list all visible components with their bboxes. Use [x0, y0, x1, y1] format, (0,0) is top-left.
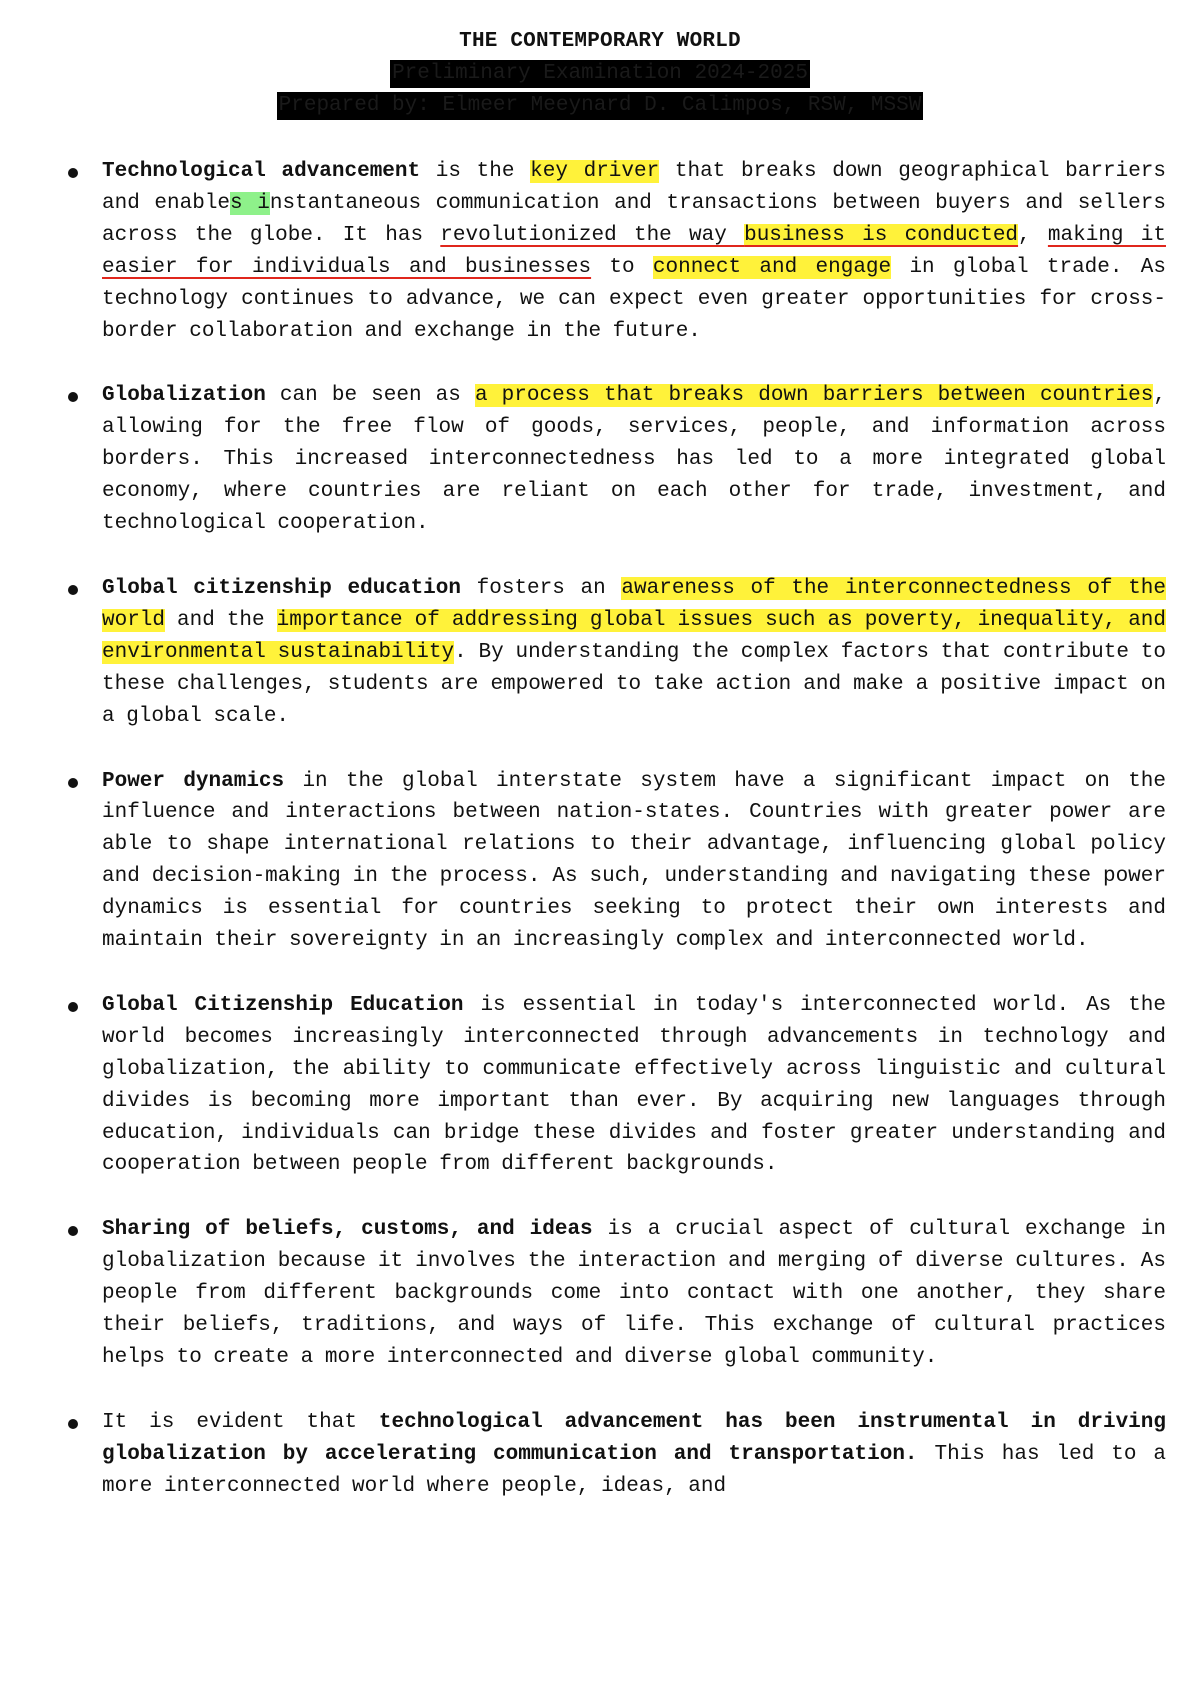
text-run: ,: [1018, 223, 1048, 247]
redacted-subtitle: Preliminary Examination 2024-2025: [390, 60, 810, 88]
highlighted-text: importance of addressing global issues such as poverty, inequality, and environmental sustainability: [102, 608, 1166, 664]
bullet-dot-icon: [68, 1419, 78, 1429]
text-run: in global trade. As technology continues to advance, we can expect even greater opportunities for cross-border collaboration and exchange in the future.: [102, 255, 1166, 343]
text-run: . By understanding the complex factors that contribute to these challenges, students are empowered to take action and make a positive impact on a global scale.: [102, 640, 1166, 728]
text-run: is a crucial aspect of cultural exchange in globalization because it involves the interaction and merging of diverse cultures. As people from different backgrounds come into contact with one another, they share their beliefs, traditions, and ways of life. This exchange of cultural practices helps to create a more interconnected and diverse global community.: [102, 1218, 1166, 1369]
bullet-dot-icon: [68, 1226, 78, 1236]
bold-term: technological advancement has been instrumental in driving globalization by accelerating communication and transportation.: [102, 1410, 1166, 1466]
text-run: and the: [165, 608, 277, 632]
bullet-dot-icon: [68, 168, 78, 178]
bullet-dot-icon: [68, 392, 78, 402]
bold-term: Global citizenship education: [102, 576, 461, 600]
underlined-text: making it easier for individuals and businesses: [102, 223, 1166, 279]
bullet-item: [24, 766, 1176, 957]
bullet-item: [24, 1214, 1176, 1374]
bullet-dot-icon: [68, 1002, 78, 1012]
highlighted-text: business is conducted: [744, 223, 1019, 247]
text-run: that breaks down geographical barriers and enable: [102, 160, 1166, 215]
bullet-item: [24, 156, 1176, 347]
underlined-text: revolutionized the way: [440, 223, 745, 247]
text-run: to: [591, 255, 653, 279]
redacted-prepared-by: Prepared by: Elmeer Meeynard D. Calimpos, RSW, MSSW: [277, 92, 924, 120]
document-title: THE CONTEMPORARY WORLD: [459, 30, 741, 53]
bullet-dot-icon: [68, 585, 78, 595]
bullet-item: [24, 380, 1176, 540]
highlighted-text: s i: [230, 191, 270, 215]
highlighted-text: connect and engage: [652, 255, 892, 279]
text-run: It is evident that: [102, 1410, 379, 1434]
text-run: nstantaneous communication and transactions between buyers and sellers across the globe. It has: [102, 191, 1166, 247]
bullet-item: [24, 1407, 1176, 1503]
text-run: This has led to a more interconnected world where people, ideas, and: [102, 1442, 1166, 1498]
bullet-dot-icon: [68, 778, 78, 788]
bold-term: Global Citizenship Education: [102, 993, 464, 1017]
text-run: , allowing for the free flow of goods, services, people, and information across borders. This increased interconnectedness has led to a more integrated global economy, where countries are reliant on each other for trade, investment, and technological cooperation.: [102, 384, 1166, 536]
text-run: can be seen as: [265, 384, 475, 408]
highlighted-text: a process that breaks down barriers between countries: [474, 384, 1154, 408]
bullet-item: [24, 990, 1176, 1181]
document-header: [24, 26, 1176, 122]
text-run: is essential in today's interconnected world. As the world becomes increasingly interconnected through advancements in technology and globalization, the ability to communicate effectively across linguistic and cultural divides is becoming more important than ever. By acquiring new languages through education, individuals can bridge these divides and foster greater understanding and cooperation between people from different backgrounds.: [102, 993, 1166, 1177]
text-run: fosters an: [460, 576, 622, 600]
bold-term: Globalization: [102, 384, 266, 408]
highlighted-text: key driver: [530, 160, 660, 183]
bold-term: Power dynamics: [102, 769, 285, 793]
bullet-item: [24, 573, 1176, 733]
bold-term: Technological advancement: [102, 160, 421, 183]
text-run: is the: [420, 160, 531, 183]
highlighted-text: awareness of the interconnectedness of the world: [102, 576, 1166, 632]
bold-term: Sharing of beliefs, customs, and ideas: [102, 1218, 593, 1242]
text-run: in the global interstate system have a significant impact on the influence and interactions between nation-states. Countries with greater power are able to shape international relations to their advantage, influencing global policy and decision-making in the process. As such, understanding and navigating these power dynamics is essential for countries seeking to protect their own interests and maintain their sovereignty in an increasingly complex and interconnected world.: [102, 769, 1166, 953]
bullet-list: [24, 156, 1176, 1503]
